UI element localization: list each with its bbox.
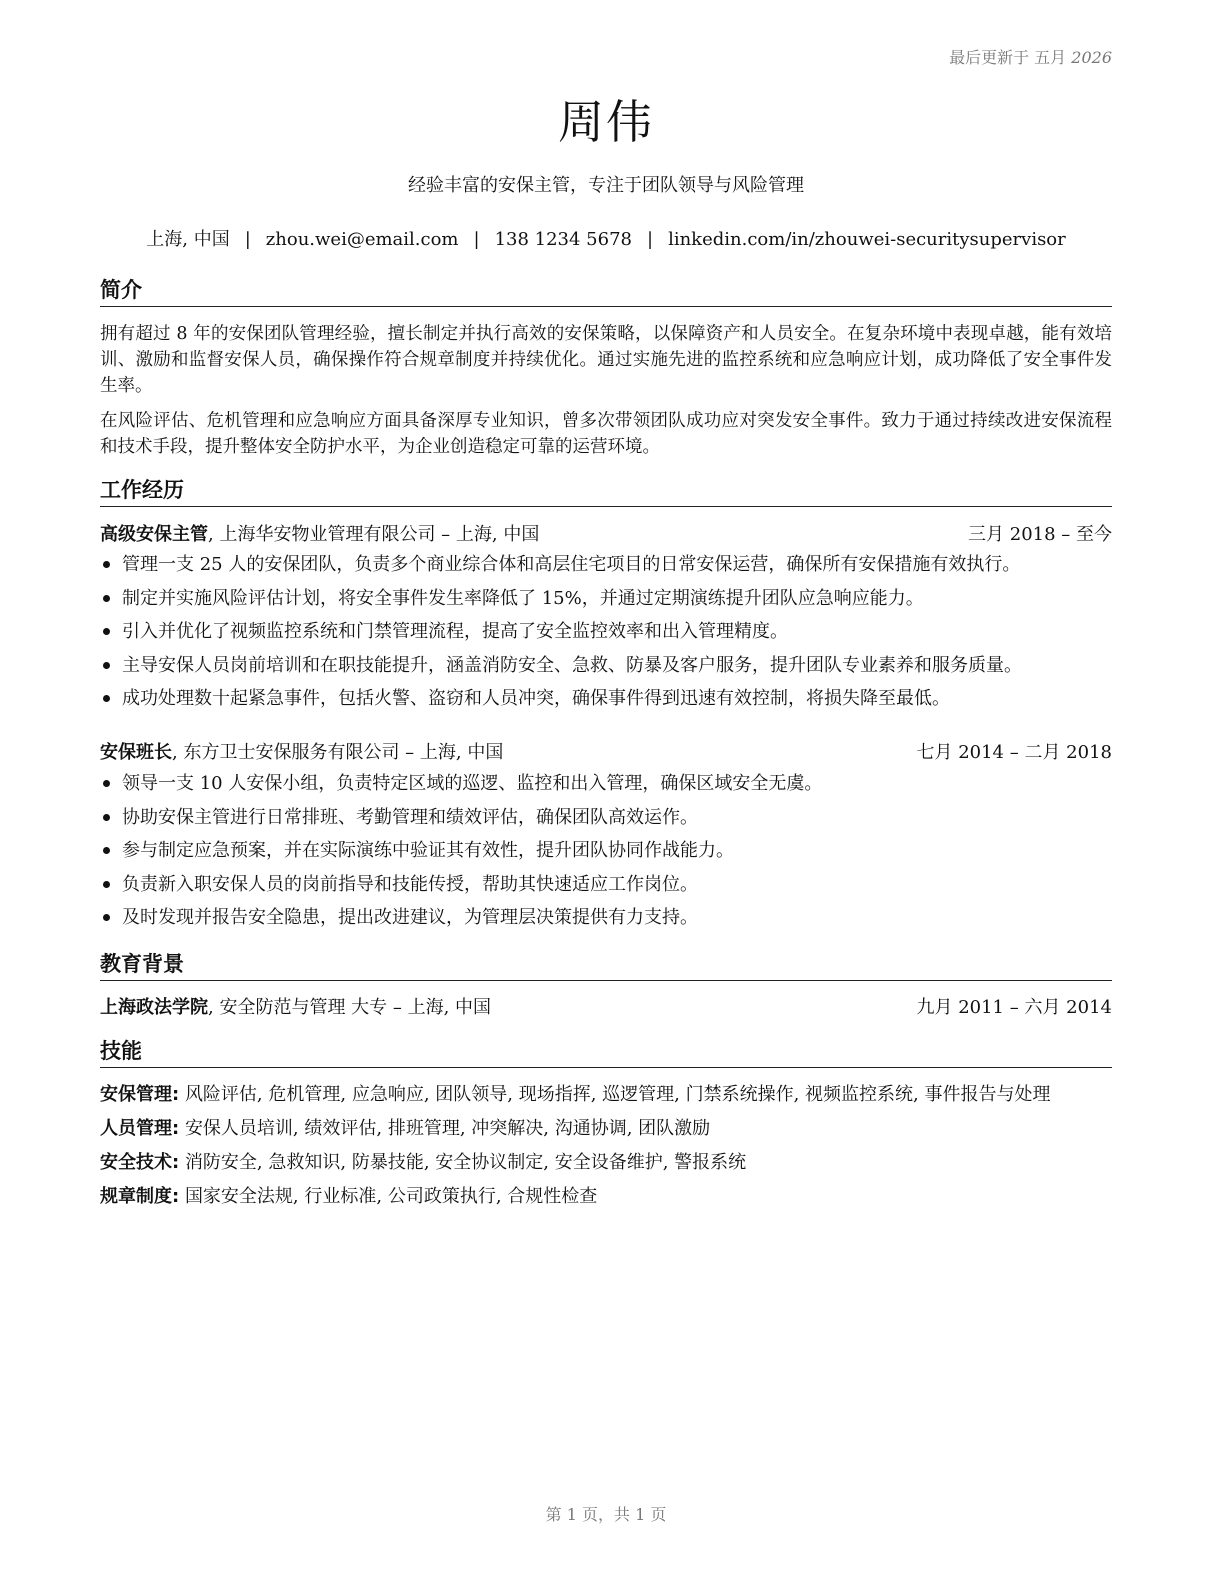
job-organization: , 上海华安物业管理有限公司 – 上海, 中国 xyxy=(208,524,540,545)
skill-items: 安保人员培训, 绩效评估, 排班管理, 冲突解决, 沟通协调, 团队激励 xyxy=(184,1118,711,1139)
education-detail: , 安全防范与管理 大专 – 上海, 中国 xyxy=(208,997,492,1018)
contact-separator: | xyxy=(647,229,654,250)
job-bullet xyxy=(100,553,1112,587)
summary-paragraph-2: 在风险评估、危机管理和应急响应方面具备深厚专业知识，曾多次带领团队成功应对突发安全事件。致力于通过持续改进安保流程和技术手段，提升整体安全防护水平，为企业创造稳定可靠的运营环境。 xyxy=(100,411,1112,457)
section-title-experience: 工作经历 xyxy=(100,478,1112,507)
job-bullet-text: 引入并优化了视频监控系统和门禁管理流程，提高了安全监控效率和出入管理精度。 xyxy=(122,621,788,643)
contact-linkedin-link[interactable]: linkedin.com/in/zhouwei-securitysupervisor xyxy=(668,229,1066,250)
education-dates: 九月 2011 – 六月 2014 xyxy=(916,997,1112,1018)
job-bullet-text: 及时发现并报告安全隐患，提出改进建议，为管理层决策提供有力支持。 xyxy=(122,907,698,929)
contact-separator: | xyxy=(473,229,480,250)
job-title: 高级安保主管 xyxy=(100,524,208,545)
skill-row xyxy=(100,1184,1112,1210)
job-bullet xyxy=(100,654,1112,688)
job-bullet-text: 参与制定应急预案，并在实际演练中验证其有效性，提升团队协同作战能力。 xyxy=(122,840,734,862)
contact-line xyxy=(100,225,1112,251)
bullet-icon xyxy=(103,847,110,854)
skill-category: 安保管理: xyxy=(100,1084,180,1105)
bullet-icon xyxy=(103,628,110,635)
last-updated xyxy=(949,45,1112,68)
resume-page xyxy=(100,0,1112,1584)
skill-items: 消防安全, 急救知识, 防暴技能, 安全协议制定, 安全设备维护, 警报系统 xyxy=(184,1152,747,1173)
bullet-icon xyxy=(103,595,110,602)
summary-paragraph-1: 拥有超过 8 年的安保团队管理经验，擅长制定并执行高效的安保策略，以保障资产和人员安全。在复杂环境中表现卓越，能有效培训、激励和监督安保人员，确保操作符合规章制度并持续优化。通过实施先进的监控系统和应急响应计划，成功降低了安全事件发生率。 xyxy=(100,324,1112,396)
contact-email-link[interactable]: zhou.wei@email.com xyxy=(265,229,459,250)
last-updated-label: 最后更新于 五月 xyxy=(949,48,1067,67)
skill-items: 风险评估, 危机管理, 应急响应, 团队领导, 现场指挥, 巡逻管理, 门禁系统操作, 视频监控系统, 事件报告与处理 xyxy=(184,1084,1051,1105)
skill-row xyxy=(100,1150,1112,1176)
section-title-summary: 简介 xyxy=(100,278,1112,307)
candidate-name: 周伟 xyxy=(558,95,654,149)
section-title-education: 教育背景 xyxy=(100,952,1112,981)
job-bullet xyxy=(100,772,1112,806)
education-school: 上海政法学院 xyxy=(100,997,208,1018)
job-bullet-text: 成功处理数十起紧急事件，包括火警、盗窃和人员冲突，确保事件得到迅速有效控制，将损失降至最低。 xyxy=(122,688,950,710)
skill-items: 国家安全法规, 行业标准, 公司政策执行, 合规性检查 xyxy=(184,1186,598,1207)
job-bullet-list xyxy=(100,553,1112,721)
job-entry-header xyxy=(100,741,1112,765)
job-bullet xyxy=(100,839,1112,873)
bullet-icon xyxy=(103,662,110,669)
skill-category: 安全技术: xyxy=(100,1152,180,1173)
job-bullet xyxy=(100,687,1112,721)
section-title-skills: 技能 xyxy=(100,1039,1112,1068)
skill-category: 人员管理: xyxy=(100,1118,180,1139)
last-updated-year: 2026 xyxy=(1071,48,1112,67)
job-entry-header xyxy=(100,523,1112,547)
job-bullet-text: 制定并实施风险评估计划，将安全事件发生率降低了 15%，并通过定期演练提升团队应急响应能力。 xyxy=(122,587,924,609)
job-bullet xyxy=(100,906,1112,940)
candidate-headline: 经验丰富的安保主管，专注于团队领导与风险管理 xyxy=(408,175,804,196)
job-title: 安保班长 xyxy=(100,742,172,763)
bullet-icon xyxy=(103,914,110,921)
job-bullet-text: 领导一支 10 人安保小组，负责特定区域的巡逻、监控和出入管理，确保区域安全无虞。 xyxy=(122,773,823,794)
job-bullet-text: 主导安保人员岗前培训和在职技能提升，涵盖消防安全、急救、防暴及客户服务，提升团队专业素养和服务质量。 xyxy=(122,654,1022,676)
job-bullet-text: 协助安保主管进行日常排班、考勤管理和绩效评估，确保团队高效运作。 xyxy=(122,806,698,828)
contact-location: 上海, 中国 xyxy=(146,229,230,250)
bullet-icon xyxy=(103,814,110,821)
page-footer: 第 1 页，共 1 页 xyxy=(545,1505,667,1524)
job-bullet xyxy=(100,806,1112,840)
job-dates: 三月 2018 – 至今 xyxy=(968,524,1112,545)
job-bullet xyxy=(100,587,1112,621)
bullet-icon xyxy=(103,881,110,888)
skill-category: 规章制度: xyxy=(100,1186,180,1207)
job-organization: , 东方卫士安保服务有限公司 – 上海, 中国 xyxy=(172,742,504,763)
contact-separator: | xyxy=(244,229,251,250)
contact-phone: 138 1234 5678 xyxy=(494,229,632,250)
education-entry-header xyxy=(100,996,1112,1020)
job-bullet-text: 负责新入职安保人员的岗前指导和技能传授，帮助其快速适应工作岗位。 xyxy=(122,873,698,895)
skill-row xyxy=(100,1082,1112,1108)
bullet-icon xyxy=(103,780,110,787)
skills-list xyxy=(100,1082,1112,1218)
job-bullet-list xyxy=(100,772,1112,940)
skill-row xyxy=(100,1116,1112,1142)
job-bullet-text: 管理一支 25 人的安保团队，负责多个商业综合体和高层住宅项目的日常安保运营，确保所有安保措施有效执行。 xyxy=(122,554,1021,575)
bullet-icon xyxy=(103,561,110,568)
job-bullet xyxy=(100,620,1112,654)
job-dates: 七月 2014 – 二月 2018 xyxy=(916,742,1112,763)
bullet-icon xyxy=(103,695,110,702)
job-bullet xyxy=(100,873,1112,907)
